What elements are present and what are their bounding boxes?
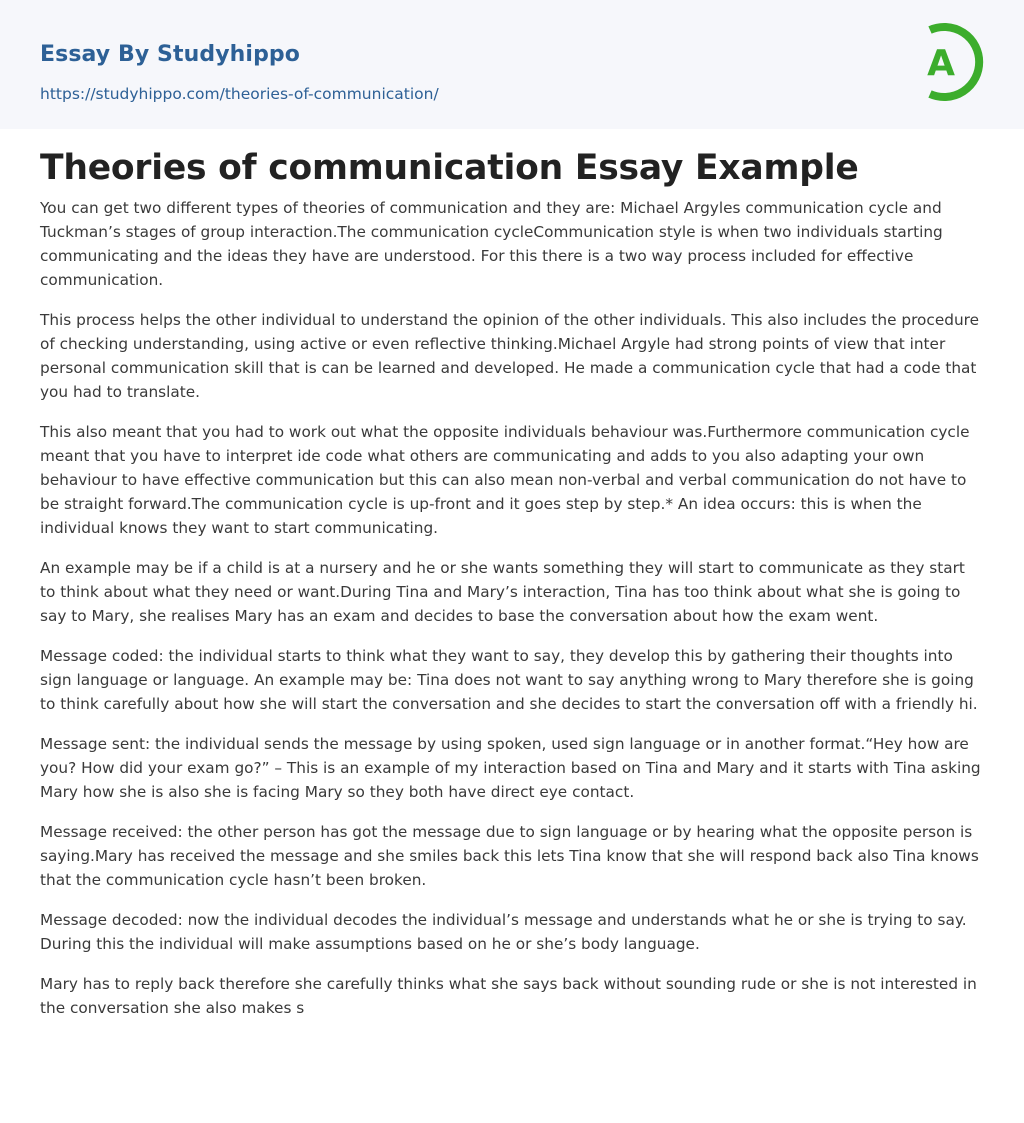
studyhippo-logo-icon[interactable] bbox=[912, 19, 986, 105]
brand-title[interactable]: Essay By Studyhippo bbox=[40, 42, 300, 67]
paragraph-9: Mary has to reply back therefore she carefully thinks what she says back without sounding rude or she is not interested in the conversation she also makes s bbox=[40, 975, 977, 1017]
paragraph-1: You can get two different types of theories of communication and they are: Michael Argyles communication cycle and Tuckman’s stages of group interaction.The communication cycleCommunication style is when two individuals starting communicating and the ideas they have are understood. For this there is a two way process included for effective communication. bbox=[40, 199, 943, 289]
paragraph-2: This process helps the other individual to understand the opinion of the other individuals. This also includes the procedure of checking understanding, using active or even reflective thinking.Michael Argyle had strong points of view that inter personal communication skill that is can be learned and developed. He made a communication cycle that had a code that you had to translate. bbox=[40, 311, 980, 401]
paragraph-4: An example may be if a child is at a nursery and he or she wants something they will start to communicate as they start to think about what they need or want.During Tina and Mary’s interaction, Tina has too think about what she is going to say to Mary, she realises Mary has an exam and decides to base the conversation about how the exam went. bbox=[40, 559, 965, 625]
article bbox=[0, 129, 1024, 1020]
paragraph-8: Message decoded: now the individual decodes the individual’s message and understands what he or she is trying to say. During this the individual will make assumptions based on he or she’s body language. bbox=[40, 911, 967, 953]
paragraph-3: This also meant that you had to work out what the opposite individuals behaviour was.Furthermore communication cycle meant that you have to interpret ide code what others are communicating and adds to you also adapting your own behaviour to have effective communication but this can also mean non-verbal and verbal communication do not have to be straight forward.The communication cycle is up-front and it goes step by step.* An idea occurs: this is when the individual knows they want to start communicating. bbox=[40, 423, 970, 537]
paragraph-7: Message received: the other person has got the message due to sign language or by hearing what the opposite person is saying.Mary has received the message and she smiles back this lets Tina know that she will respond back also Tina knows that the communication cycle hasn’t been broken. bbox=[40, 823, 979, 889]
paragraph-6: Message sent: the individual sends the message by using spoken, used sign language or in another format.“Hey how are you? How did your exam go?” – This is an example of my interaction based on Tina and Mary and it starts with Tina asking Mary how she is also she is facing Mary so they both have direct eye contact. bbox=[40, 735, 981, 801]
logo-letter: A bbox=[927, 43, 955, 84]
paragraph-5: Message coded: the individual starts to think what they want to say, they develop this by gathering their thoughts into sign language or language. An example may be: Tina does not want to say anything wrong to Mary therefore she is going to think carefully about how she will start the conversation and she decides to start the conversation off with a friendly hi. bbox=[40, 647, 978, 713]
page-url-link[interactable]: https://studyhippo.com/theories-of-communication/ bbox=[40, 85, 439, 103]
article-title: Theories of communication Essay Example bbox=[40, 148, 859, 188]
site-header bbox=[0, 0, 1024, 129]
